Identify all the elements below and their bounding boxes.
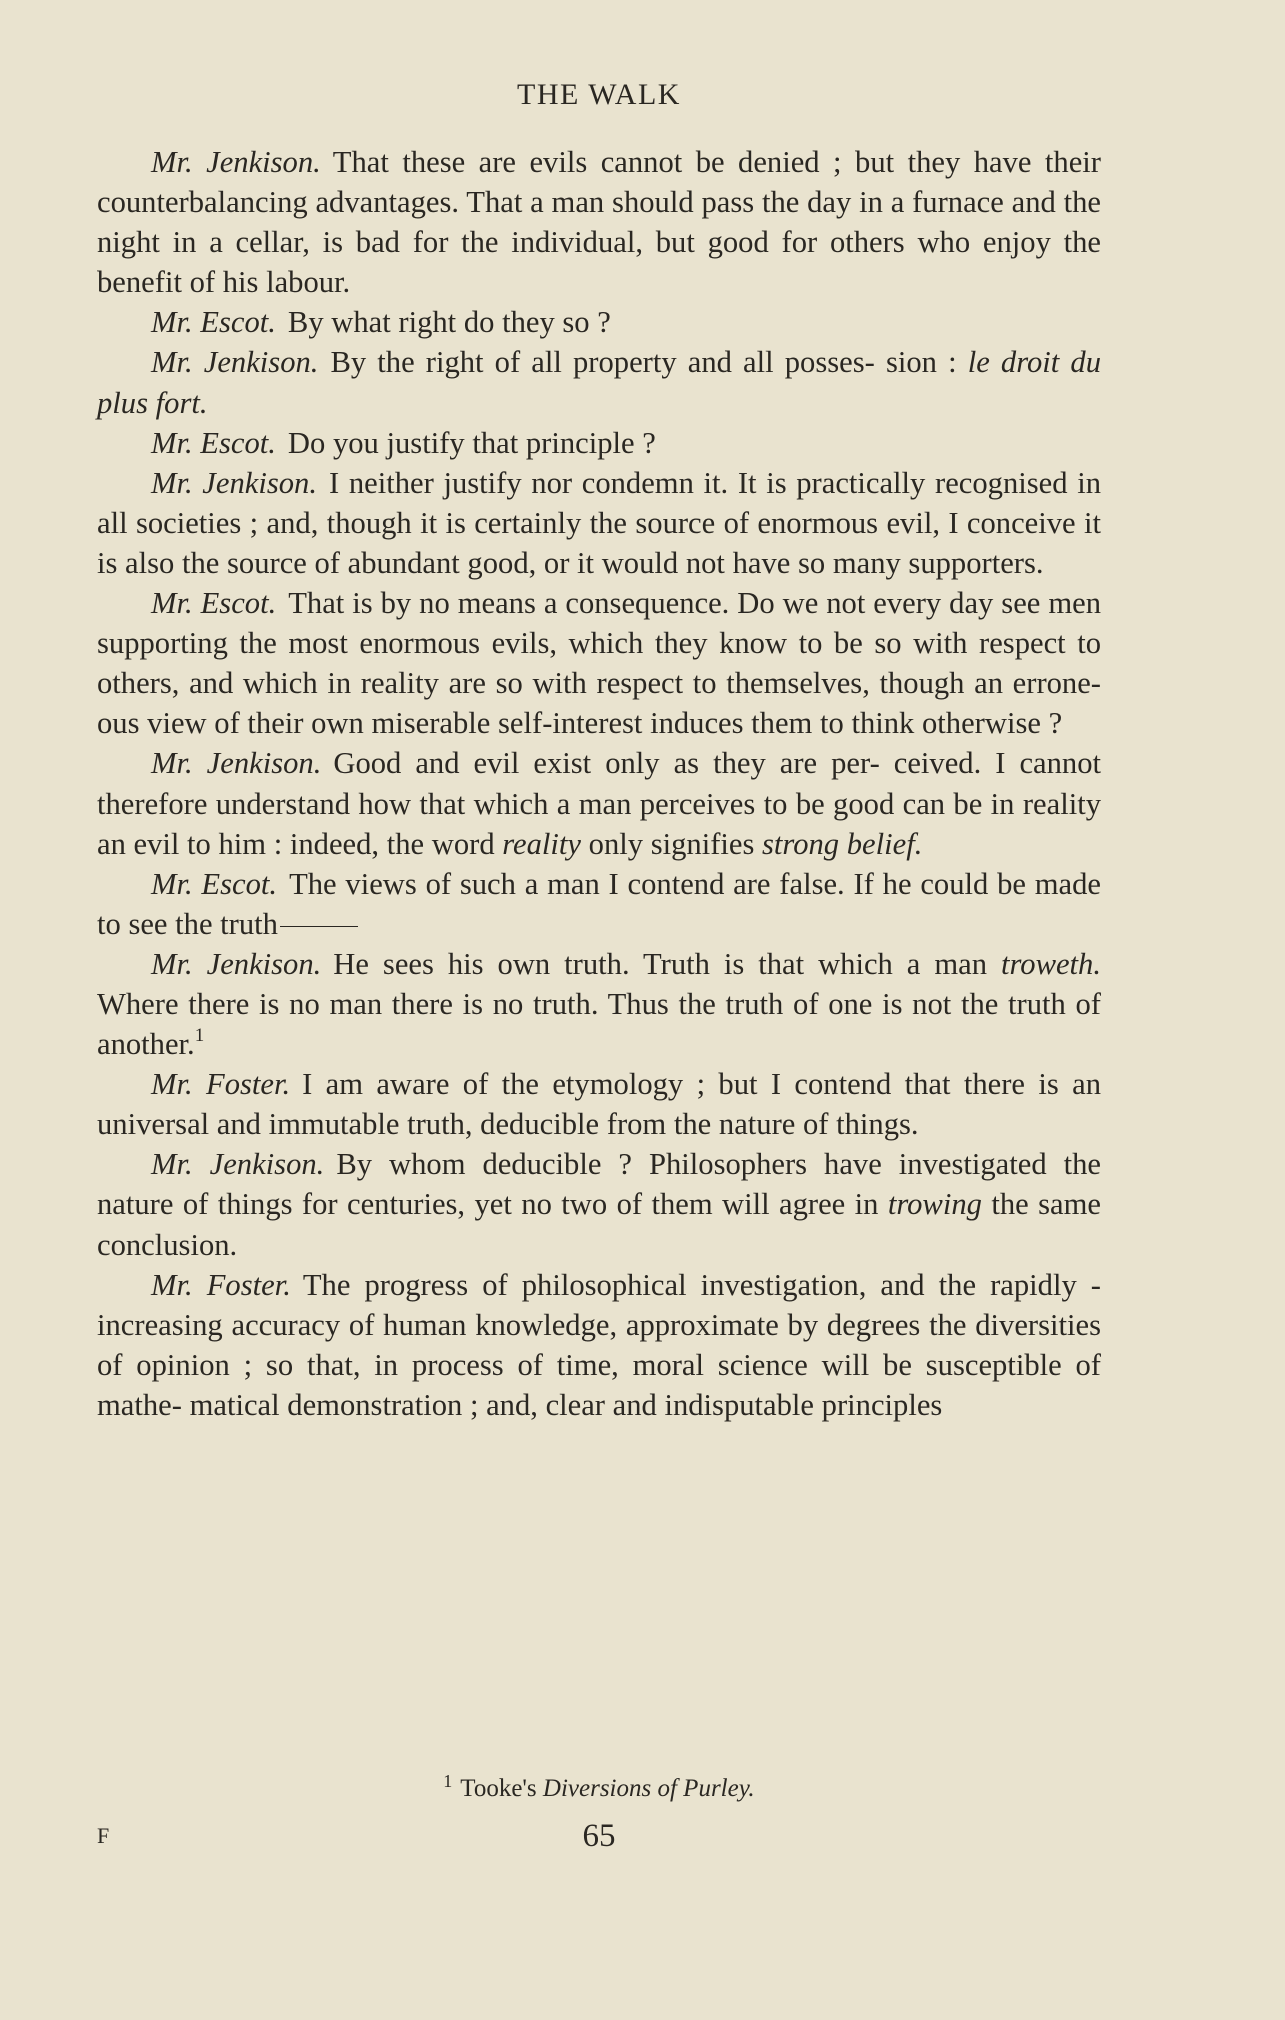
speech-text: That is by no means a consequence. Do we not every day see men supporting the most enormous evils, which they know to be so with respect to others, and which in reality are so with respect to themselves, though an errone- ous view of their own miserable self-interest induces them to think otherwise ?: [97, 586, 1102, 741]
dialogue-paragraph: [97, 944, 1101, 1064]
speech-text: The views of such a man I contend are false. If he could be made to see the truth: [97, 866, 1101, 941]
dialogue-paragraph: [97, 342, 1101, 422]
speaker-name: Mr. Foster.: [151, 1267, 291, 1302]
speech-text: Good and evil exist only as they are per- ceived. I cannot therefore understand how that which a man perceives to be good can be in reality an evil to him : indeed, the word: [97, 746, 1101, 861]
dialogue-paragraph: [97, 583, 1101, 743]
speech-text: By the right of all property and all posses- sion :: [330, 345, 968, 380]
speech-text: Do you justify that principle ?: [287, 425, 656, 460]
speaker-name: Mr. Jenkison.: [151, 465, 317, 500]
italic-text: le droit du plus fort.: [97, 345, 1101, 420]
speaker-name: Mr. Escot.: [151, 305, 276, 340]
speech-text: By what right do they so ?: [287, 305, 611, 340]
speech-text: The progress of philosophical investigation, and the rapidly - increasing accuracy of human knowledge, approximate by degrees the diversities of opinion ; so that, in process of time, moral science will be susceptible of mathe- matical demonstration ; and, clear and indisputable principles: [97, 1267, 1101, 1422]
body-text: [97, 142, 1101, 1425]
speech-text: Where there is no man there is no truth. Thus the truth of one is not the truth of another.: [97, 986, 1101, 1062]
speech-text: I am aware of the etymology ; but I contend that there is an universal and immutable truth, deducible from the nature of things.: [97, 1067, 1101, 1142]
footnote-text: Tooke's: [460, 1775, 543, 1802]
speaker-name: Mr. Jenkison.: [151, 1147, 325, 1182]
italic-text: strong belief.: [762, 826, 923, 861]
dialogue-paragraph: [97, 463, 1101, 583]
page-number: 65: [582, 1818, 616, 1854]
dialogue-paragraph: [97, 1144, 1101, 1264]
speaker-name: Mr. Escot.: [151, 866, 278, 901]
speaker-name: Mr. Jenkison.: [151, 345, 319, 380]
speaker-name: Mr. Foster.: [151, 1067, 291, 1102]
footnote: [97, 1772, 1101, 1806]
dialogue-paragraph: [97, 423, 1101, 463]
dialogue-paragraph: [97, 864, 1101, 944]
dialogue-paragraph: [97, 1265, 1101, 1425]
footnote-title: Diversions of Purley.: [542, 1775, 755, 1802]
italic-text: reality: [502, 826, 582, 861]
book-page: [97, 70, 1102, 1854]
dialogue-paragraph: [97, 302, 1101, 342]
speech-text: By whom deducible ? Philosophers have investigated the nature of things for centuries, yet no two of them will agree in: [97, 1147, 1101, 1222]
dialogue-paragraph: [97, 743, 1101, 863]
signature-mark: F: [97, 1823, 111, 1848]
speech-text: only signifies: [581, 826, 763, 861]
speaker-name: Mr. Escot.: [151, 425, 276, 460]
italic-text: trowing: [887, 1187, 982, 1222]
speech-text: He sees his own truth. Truth is that which a man: [333, 946, 1001, 981]
em-dash-rule: [280, 926, 358, 927]
speaker-name: Mr. Jenkison.: [151, 946, 322, 981]
footnote-mark: 1: [443, 1771, 453, 1791]
speaker-name: Mr. Jenkison.: [151, 145, 321, 179]
speech-text: the same conclusion.: [97, 1187, 1101, 1262]
speech-text: I neither justify nor condemn it. It is practically recognised in all societies ; and, though it is certainly the source of enormous evil, I conceive it is also the source of abundant good, or it would not have so many supporters.: [97, 465, 1101, 580]
italic-text: troweth.: [1001, 946, 1101, 981]
dialogue-paragraph: [97, 142, 1101, 302]
running-head: THE WALK: [517, 78, 681, 111]
speaker-name: Mr. Jenkison.: [151, 746, 322, 781]
footnote-reference: 1: [194, 1025, 205, 1047]
dialogue-paragraph: [97, 1064, 1101, 1144]
speaker-name: Mr. Escot.: [151, 586, 277, 621]
speech-text: That these are evils cannot be denied ; but they have their counterbalancing advantages. That a man should pass the day in a furnace and the night in a cellar, is bad for the individual, but good for others who enjoy the benefit of his labour.: [97, 145, 1101, 300]
